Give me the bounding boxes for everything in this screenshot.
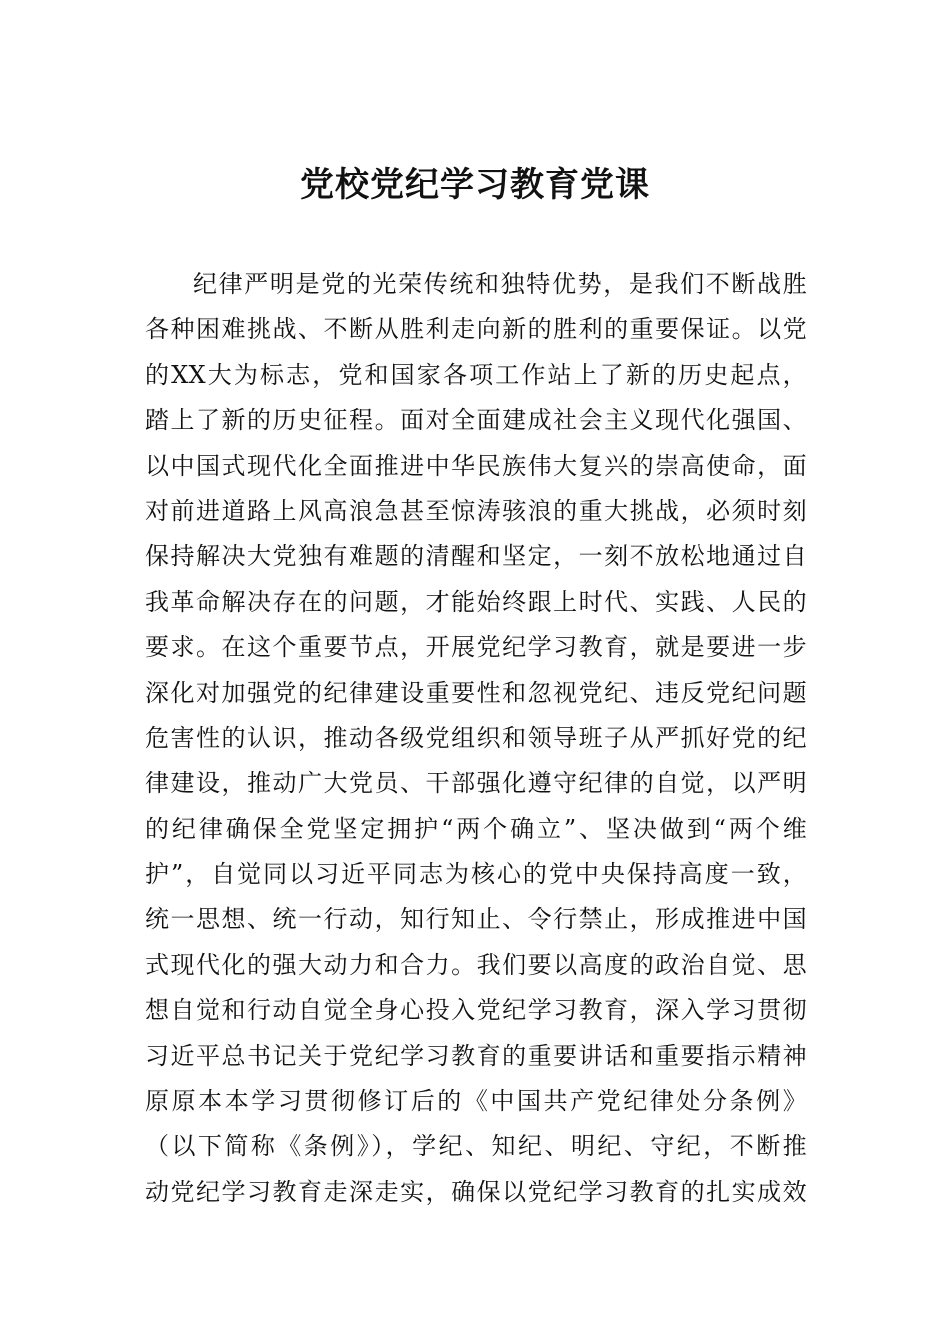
- text-line: 我革命解决存在的问题，才能始终跟上时代、实践、人民的: [145, 587, 807, 616]
- body-paragraph: [145, 262, 807, 1215]
- text-line: 动党纪学习教育走深走实，确保以党纪学习教育的扎实成效: [145, 1177, 807, 1206]
- text-line: 想自觉和行动自觉全身心投入党纪学习教育，深入学习贯彻: [145, 996, 807, 1025]
- text-line: 踏上了新的历史征程。面对全面建成社会主义现代化强国、: [145, 406, 807, 435]
- text-line: 习近平总书记关于党纪学习教育的重要讲话和重要指示精神: [145, 1041, 807, 1070]
- text-line: 要求。在这个重要节点，开展党纪学习教育，就是要进一步: [145, 633, 807, 662]
- text-line: 对前进道路上风高浪急甚至惊涛骇浪的重大挑战，必须时刻: [145, 496, 807, 525]
- text-line: 护”，自觉同以习近平同志为核心的党中央保持高度一致，: [145, 860, 807, 889]
- text-line: 深化对加强党的纪律建设重要性和忽视党纪、违反党纪问题: [145, 678, 807, 707]
- text-line: 律建设，推动广大党员、干部强化遵守纪律的自觉，以严明: [145, 769, 807, 798]
- text-line: 式现代化的强大动力和合力。我们要以高度的政治自觉、思: [145, 950, 807, 979]
- text-line: 各种困难挑战、不断从胜利走向新的胜利的重要保证。以党: [145, 315, 807, 344]
- page-title: 党校党纪学习教育党课: [300, 165, 650, 205]
- text-line: 纪律严明是党的光荣传统和独特优势，是我们不断战胜: [193, 270, 807, 298]
- text-line: 统一思想、统一行动，知行知止、令行禁止，形成推进中国: [145, 905, 807, 934]
- text-line: 保持解决大党独有难题的清醒和坚定，一刻不放松地通过自: [145, 542, 807, 571]
- text-line: 的纪律确保全党坚定拥护“两个确立”、坚决做到“两个维: [145, 814, 807, 843]
- text-line: （以下简称《条例》），学纪、知纪、明纪、守纪，不断推: [145, 1132, 807, 1161]
- text-line: 危害性的认识，推动各级党组织和领导班子从严抓好党的纪: [145, 723, 807, 752]
- text-line: 以中国式现代化全面推进中华民族伟大复兴的崇高使命，面: [145, 451, 807, 480]
- text-line: 原原本本学习贯彻修订后的《中国共产党纪律处分条例》: [145, 1087, 807, 1116]
- text-line: 的XX大为标志，党和国家各项工作站上了新的历史起点，: [145, 360, 807, 389]
